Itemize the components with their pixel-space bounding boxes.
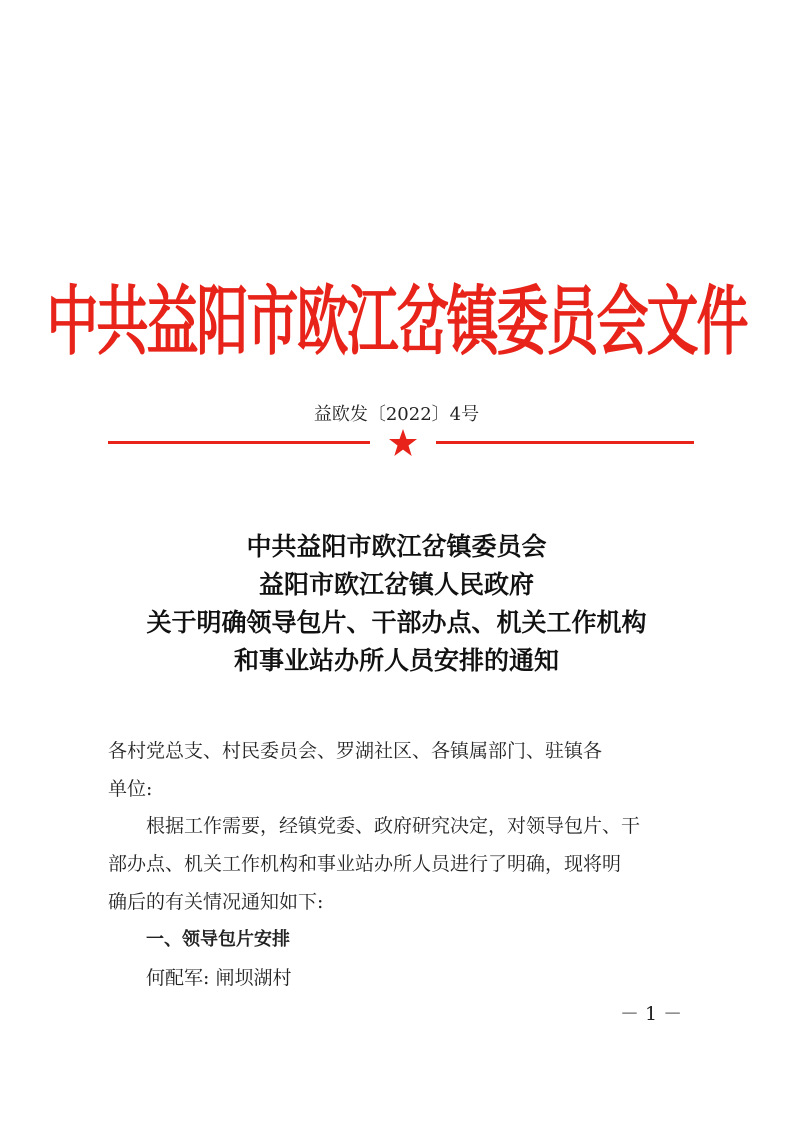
title-line-3: 关于明确领导包片、干部办点、机关工作机构 (146, 608, 647, 637)
body-paragraph (108, 807, 700, 921)
title-line-2: 益阳市欧江岔镇人民政府 (258, 570, 534, 599)
document-number: 益欧发〔2022〕4号 (313, 404, 480, 425)
paragraph-line-1: 根据工作需要，经镇党委、政府研究决定，对领导包片、干 (146, 815, 641, 837)
paragraph-line-2: 部办点、机关工作机构和事业站办所人员进行了明确，现将明 (108, 853, 622, 875)
notice-title (0, 528, 793, 680)
red-star-icon (388, 428, 418, 458)
section-heading: 一、领导包片安排 (146, 929, 290, 950)
addressee-line-1: 各村党总支、村民委员会、罗湖社区、各镇属部门、驻镇各 (108, 740, 603, 762)
red-rule-left (108, 441, 370, 444)
paragraph-line-3: 确后的有关情况通知如下: (108, 891, 324, 913)
red-rule-right (436, 441, 694, 444)
addressee-block (108, 732, 700, 808)
addressee-line-2: 单位: (108, 778, 153, 800)
list-item: 何配军: 闸坝湖村 (146, 967, 292, 989)
section-block (108, 921, 700, 997)
page-number: － 1 － (620, 1003, 683, 1025)
title-line-1: 中共益阳市欧江岔镇委员会 (246, 532, 547, 561)
title-line-4: 和事业站办所人员安排的通知 (233, 646, 559, 675)
masthead-title: 中共益阳市欧江岔镇委员会文件 (46, 278, 747, 367)
